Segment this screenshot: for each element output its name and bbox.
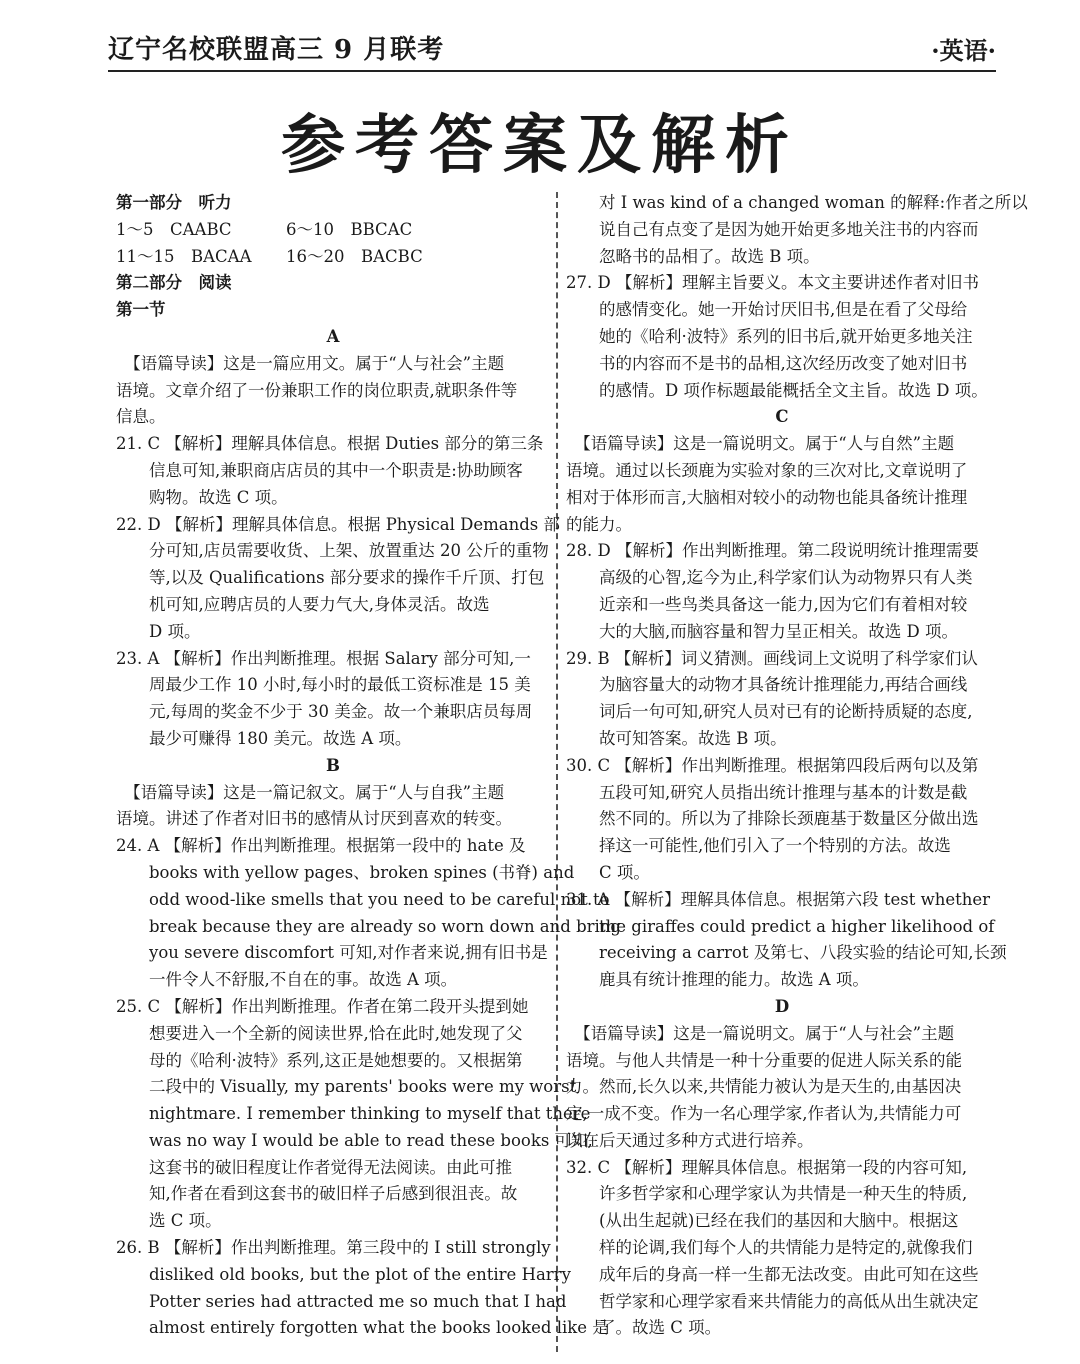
text-line: 二段中的 Visually, my parents' books were my worst xyxy=(116,1077,577,1097)
text-line: 一件令人不舒服,不自在的事。故选 A 项。 xyxy=(116,970,458,990)
passage-b-analysis-cont xyxy=(566,190,1028,404)
text-line: 23. A 【解析】作出判断推理。根据 Salary 部分可知,一 xyxy=(116,648,531,668)
part1-title: 第一部分 听力 xyxy=(116,193,232,212)
text-line: 语境。与他人共情是一种十分重要的促进人际关系的能 xyxy=(566,1050,962,1070)
text-line: odd wood-like smells that you need to be careful not to xyxy=(116,889,610,909)
text-line: 为脑容量大的动物才具备统计推理能力,再结合画线 xyxy=(566,675,968,695)
text-line: receiving a carrot 及第七、八段实验的结论可知,长颈 xyxy=(566,943,1007,963)
part2-title: 第二部分 阅读 xyxy=(116,273,232,293)
text-line: 知,作者在看到这套书的破旧样子后感到很沮丧。故 xyxy=(116,1184,518,1204)
text-line: 鹿具有统计推理的能力。故选 A 项。 xyxy=(566,970,869,990)
passage-label-b: B xyxy=(326,755,340,775)
text-line: 想要进入一个全新的阅读世界,恰在此时,她发现了父 xyxy=(116,1023,523,1043)
text-line: 成年后的身高一样一生都无法改变。由此可知在这些 xyxy=(566,1264,979,1284)
passage-label-d: D xyxy=(774,996,790,1016)
text-line: 高级的心智,迄今为止,科学家们认为动物界只有人类 xyxy=(566,568,973,588)
text-line: 说自己有点变了是因为她开始更多地关注书的内容而 xyxy=(566,219,979,239)
text-line: was no way I would be able to read these books 可知, xyxy=(116,1130,593,1150)
text-line: 元,每周的奖金不少于 30 美金。故一个兼职店员每周 xyxy=(116,702,533,722)
text-line: 哲学家和心理学家看来共情能力的高低从出生就决定 xyxy=(566,1291,979,1311)
text-line: break because they are already so worn down and bring xyxy=(116,916,621,936)
text-line: 31. A 【解析】理解具体信息。根据第六段 test whether xyxy=(566,889,991,909)
text-line: 【语篇导读】这是一篇记叙文。属于“人与自我”主题 xyxy=(116,782,505,802)
text-line: 27. D 【解析】理解主旨要义。本文主要讲述作者对旧书 xyxy=(566,273,979,293)
text-line: 词后一句可知,研究人员对已有的论断持质疑的态度, xyxy=(566,702,973,722)
text-line: 29. B 【解析】词义猜测。画线词上文说明了科学家们认 xyxy=(566,648,978,668)
passage-a-analysis xyxy=(116,351,560,753)
text-line: 她的《哈利·波特》系列的旧书后,就开始更多地关注 xyxy=(566,326,973,346)
text-line: 五段可知,研究人员指出统计推理与基本的计数是截 xyxy=(566,782,968,802)
page-title: 参考答案及解析 xyxy=(281,109,799,183)
text-line: 购物。故选 C 项。 xyxy=(116,487,288,507)
text-line: 【语篇导读】这是一篇说明文。属于“人与社会”主题 xyxy=(566,1023,955,1043)
text-line: 21. C 【解析】理解具体信息。根据 Duties 部分的第三条 xyxy=(116,434,544,454)
section-title: 第一节 xyxy=(116,300,166,320)
answer-range: 11～15 BACAA xyxy=(116,246,252,266)
text-line: 的感情。D 项作标题最能概括全文主旨。故选 D 项。 xyxy=(566,380,988,400)
text-line: 机可知,应聘店员的人要力气大,身体灵活。故选 xyxy=(116,594,490,614)
text-line: 然不同的。所以为了排除长颈鹿基于数量区分做出选 xyxy=(566,809,979,829)
answer-row xyxy=(116,244,550,271)
answer-range: 1～5 CAABC xyxy=(116,219,232,239)
text-line: 选 C 项。 xyxy=(116,1211,222,1231)
text-line: 定,一成不变。作为一名心理学家,作者认为,共情能力可 xyxy=(566,1104,962,1124)
text-line: 故可知答案。故选 B 项。 xyxy=(566,728,787,748)
text-line: you severe discomfort 可知,对作者来说,拥有旧书是 xyxy=(116,943,548,963)
text-line: 相对于体形而言,大脑相对较小的动物也能具备统计推理 xyxy=(566,487,968,507)
exam-name: 辽宁名校联盟高三 9 月联考 xyxy=(108,35,445,65)
text-line: books with yellow pages、broken spines (书脊) and xyxy=(116,862,575,882)
column-divider xyxy=(556,192,558,1352)
text-line: 【语篇导读】这是一篇说明文。属于“人与自然”主题 xyxy=(566,434,955,454)
text-line: 30. C 【解析】作出判断推理。根据第四段后两句以及第 xyxy=(566,755,979,775)
text-line: D 项。 xyxy=(116,621,201,641)
text-line: 近亲和一些鸟类具备这一能力,因为它们有着相对较 xyxy=(566,594,968,614)
text-line: 周最少工作 10 小时,每小时的最低工资标准是 15 美 xyxy=(116,675,531,695)
text-line: Potter series had attracted me so much that I had xyxy=(116,1291,567,1311)
passage-b-analysis xyxy=(116,780,621,1343)
passage-label-c: C xyxy=(775,407,789,427)
text-line: 22. D 【解析】理解具体信息。根据 Physical Demands 部 xyxy=(116,514,560,534)
text-line: 语境。讲述了作者对旧书的感情从讨厌到喜欢的转变。 xyxy=(116,809,512,829)
right-column xyxy=(566,190,1028,1342)
passage-d-analysis xyxy=(566,1021,998,1343)
text-line: 最少可赚得 180 美元。故选 A 项。 xyxy=(116,728,412,748)
text-line: 忽略书的品相了。故选 B 项。 xyxy=(566,246,820,266)
text-line: 32. C 【解析】理解具体信息。根据第一段的内容可知, xyxy=(566,1157,968,1177)
text-line: 24. A 【解析】作出判断推理。根据第一段中的 hate 及 xyxy=(116,836,526,856)
text-line: 样的论调,我们每个人的共情能力是特定的,就像我们 xyxy=(566,1238,973,1258)
text-line: 【语篇导读】这是一篇应用文。属于“人与社会”主题 xyxy=(116,353,505,373)
text-line: nightmare. I remember thinking to myself that there xyxy=(116,1104,591,1124)
text-line: 28. D 【解析】作出判断推理。第二段说明统计推理需要 xyxy=(566,541,979,561)
text-line: 26. B 【解析】作出判断推理。第三段中的 I still strongly xyxy=(116,1238,551,1258)
text-line: 25. C 【解析】作出判断推理。作者在第二段开头提到她 xyxy=(116,996,529,1016)
text-line: 力。然而,长久以来,共情能力被认为是天生的,由基因决 xyxy=(566,1077,962,1097)
text-line: 书的内容而不是书的品相,这次经历改变了她对旧书 xyxy=(566,353,968,373)
answer-range: 16～20 BACBC xyxy=(286,246,423,266)
passage-label-a: A xyxy=(326,326,340,346)
answer-range: 6～10 BBCAC xyxy=(286,219,413,239)
text-line: 择这一可能性,他们引入了一个特别的方法。故选 xyxy=(566,836,951,856)
text-line: (从出生起就)已经在我们的基因和大脑中。根据这 xyxy=(566,1211,959,1231)
text-line: 信息可知,兼职商店店员的其中一个职责是:协助顾客 xyxy=(116,460,523,480)
text-line: 等,以及 Qualifications 部分要求的操作千斤顶、打包 xyxy=(116,568,545,588)
text-line: 以在后天通过多种方式进行培养。 xyxy=(566,1130,814,1150)
text-line: 了。故选 C 项。 xyxy=(566,1318,722,1338)
text-line: 这套书的破旧程度让作者觉得无法阅读。由此可推 xyxy=(116,1157,512,1177)
text-line: C 项。 xyxy=(566,862,650,882)
answer-row xyxy=(116,217,550,244)
text-line: 对 I was kind of a changed woman 的解释:作者之所以 xyxy=(566,193,1028,212)
subject-label: ·英语· xyxy=(931,36,996,65)
text-line: 大的大脑,而脑容量和智力呈正相关。故选 D 项。 xyxy=(566,621,958,641)
text-line: 语境。通过以长颈鹿为实验对象的三次对比,文章说明了 xyxy=(566,460,968,480)
text-line: 信息。 xyxy=(116,407,166,427)
text-line: the giraffes could predict a higher likelihood of xyxy=(566,916,995,936)
text-line: 的能力。 xyxy=(566,514,632,534)
passage-c-analysis xyxy=(566,431,1007,994)
page-header xyxy=(108,30,996,72)
text-line: 语境。文章介绍了一份兼职工作的岗位职责,就职条件等 xyxy=(116,380,518,400)
text-line: 母的《哈利·波特》系列,这正是她想要的。又根据第 xyxy=(116,1050,523,1070)
text-line: 许多哲学家和心理学家认为共情是一种天生的特质, xyxy=(566,1184,968,1204)
text-line: disliked old books, but the plot of the entire Harry xyxy=(116,1264,571,1284)
text-line: almost entirely forgotten what the books looked like 是 xyxy=(116,1318,609,1338)
text-line: 的感情变化。她一开始讨厌旧书,但是在看了父母给 xyxy=(566,300,968,320)
text-line: 分可知,店员需要收货、上架、放置重达 20 公斤的重物 xyxy=(116,541,549,561)
